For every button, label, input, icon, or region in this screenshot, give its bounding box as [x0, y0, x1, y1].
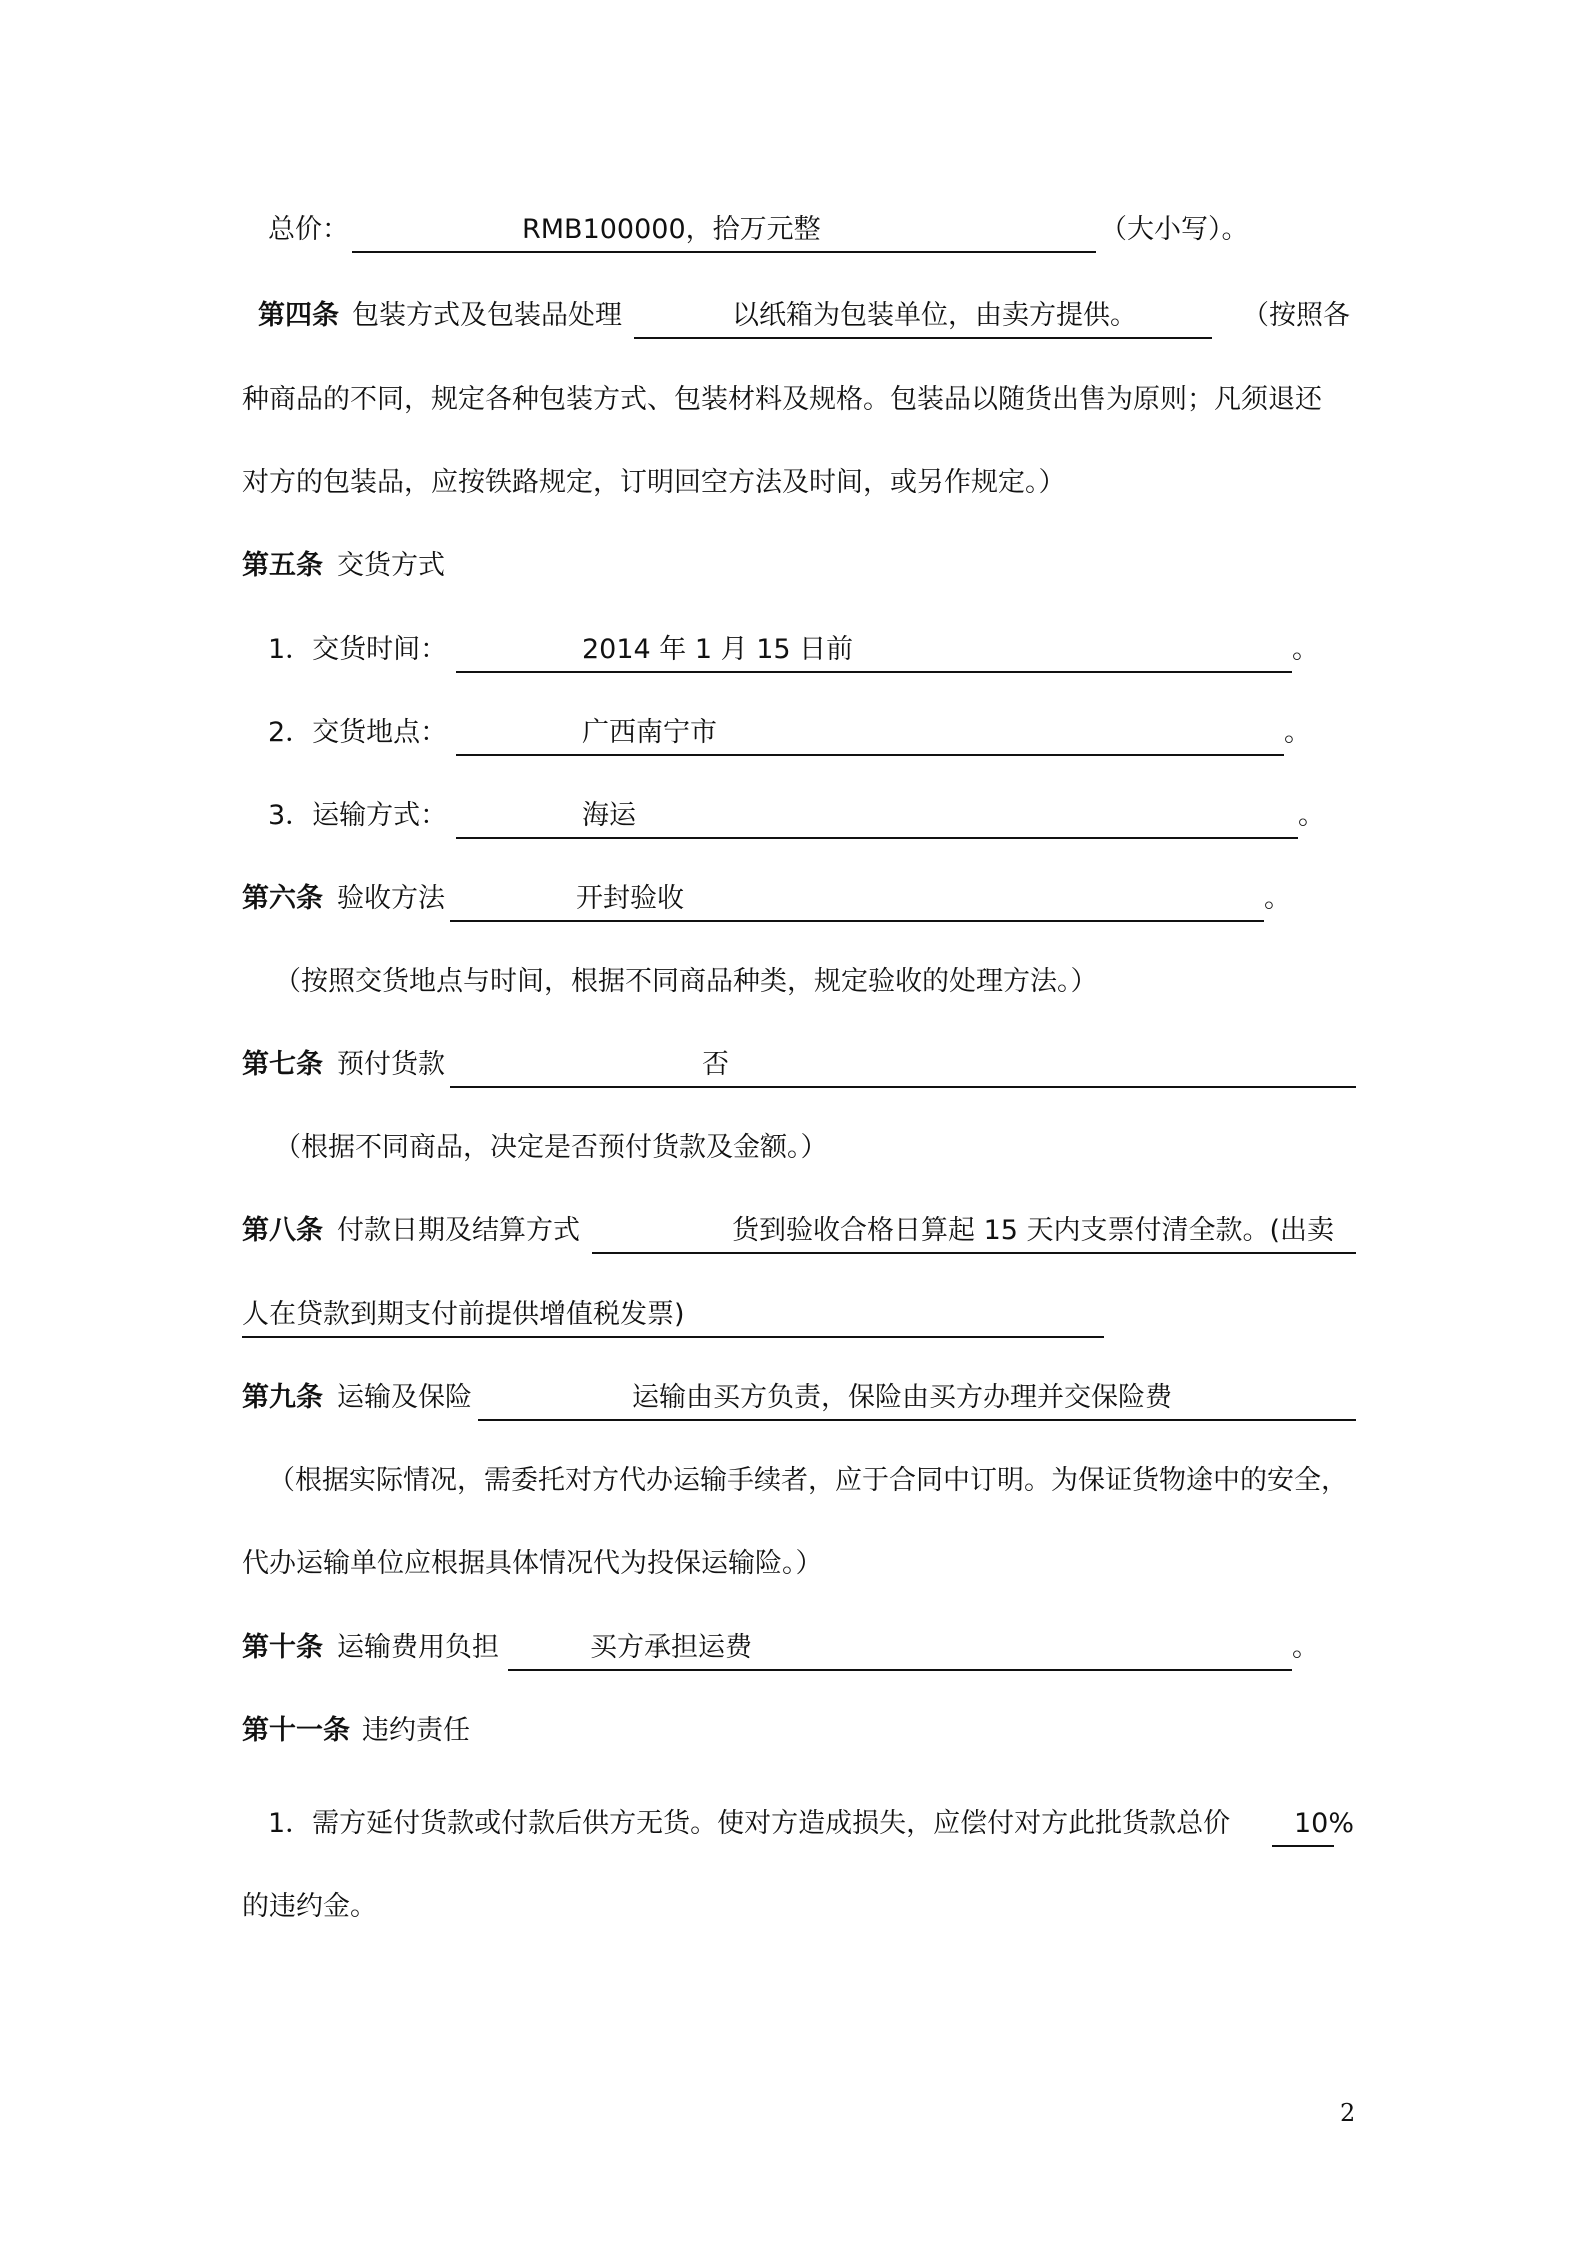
- article-10-heading: 第十条: [242, 1632, 323, 1663]
- article-7-heading: 第七条: [242, 1049, 323, 1080]
- breach-item-1-underline: [1272, 1845, 1334, 1847]
- article-4-value: 以纸箱为包装单位，由卖方提供。: [732, 300, 1137, 331]
- article-4-underline: [634, 337, 1212, 339]
- article-6-end: 。: [1264, 883, 1291, 914]
- article-4-title: 包装方式及包装品处理: [352, 300, 622, 331]
- article-8-underline-1: [592, 1252, 1356, 1254]
- article-8-title: 付款日期及结算方式: [337, 1215, 580, 1246]
- delivery-time-end: 。: [1292, 634, 1319, 665]
- article-10-end: 。: [1292, 1632, 1319, 1663]
- article-10-title: 运输费用负担: [337, 1632, 499, 1663]
- page-number: 2: [1340, 2099, 1356, 2127]
- transport-mode-underline: [456, 837, 1298, 839]
- article-7-value: 否: [702, 1049, 729, 1080]
- breach-item-1-end: 的违约金。: [242, 1891, 377, 1922]
- article-5-title: 交货方式: [337, 550, 445, 581]
- delivery-place-label: 2．交货地点：: [268, 717, 448, 748]
- article-6-note: （按照交货地点与时间，根据不同商品种类，规定验收的处理方法。）: [274, 966, 1098, 997]
- article-8-value-2: 人在贷款到期支付前提供增值税发票): [242, 1299, 685, 1330]
- article-6-heading: 第六条: [242, 883, 323, 914]
- article-9-underline: [478, 1419, 1356, 1421]
- article-6-value: 开封验收: [576, 883, 684, 914]
- article-6-underline: [450, 920, 1264, 922]
- article-7-note: （根据不同商品，决定是否预付货款及金额。）: [274, 1132, 828, 1163]
- delivery-time-label: 1．交货时间：: [268, 634, 448, 665]
- article-6-title: 验收方法: [337, 883, 445, 914]
- article-8-heading: 第八条: [242, 1215, 323, 1246]
- article-4-note-3: 对方的包装品，应按铁路规定，订明回空方法及时间，或另作规定。）: [242, 467, 1066, 498]
- article-8-underline-2: [242, 1336, 1104, 1338]
- total-price-label: 总价：: [268, 214, 349, 245]
- article-10-underline: [508, 1669, 1292, 1671]
- transport-mode-value: 海运: [582, 800, 636, 831]
- article-11-heading: 第十一条: [242, 1715, 350, 1746]
- total-price-suffix: （大小写）。: [1100, 214, 1249, 245]
- article-9-value: 运输由买方负责，保险由买方办理并交保险费: [632, 1382, 1172, 1413]
- article-10-value: 买方承担运费: [590, 1632, 752, 1663]
- total-price-value: RMB100000，拾万元整: [522, 214, 821, 245]
- article-9-title: 运输及保险: [337, 1382, 472, 1413]
- article-9-heading: 第九条: [242, 1382, 323, 1413]
- delivery-place-end: 。: [1284, 717, 1311, 748]
- article-11-title: 违约责任: [362, 1715, 470, 1746]
- article-8-value-1: 货到验收合格日算起 15 天内支票付清全款。(出卖: [732, 1215, 1335, 1246]
- article-7-underline: [450, 1086, 1356, 1088]
- total-price-underline: [352, 251, 1096, 253]
- article-9-note-1: （根据实际情况，需委托对方代办运输手续者，应于合同中订明。为保证货物途中的安全，: [268, 1465, 1348, 1496]
- breach-item-1-text: 1．需方延付货款或付款后供方无货。使对方造成损失，应偿付对方此批货款总价: [268, 1808, 1231, 1839]
- delivery-place-underline: [456, 754, 1284, 756]
- article-5-heading: 第五条: [242, 550, 323, 581]
- transport-mode-label: 3．运输方式：: [268, 800, 448, 831]
- transport-mode-end: 。: [1298, 800, 1325, 831]
- article-9-note-2: 代办运输单位应根据具体情况代为投保运输险。）: [242, 1548, 823, 1579]
- delivery-time-value: 2014 年 1 月 15 日前: [582, 634, 854, 665]
- article-4-heading: 第四条: [258, 300, 339, 331]
- article-4-note-start: （按照各: [1242, 300, 1350, 331]
- article-4-note-2: 种商品的不同，规定各种包装方式、包装材料及规格。包装品以随货出售为原则；凡须退还: [242, 384, 1322, 415]
- breach-item-1-value: 10%: [1294, 1808, 1355, 1839]
- delivery-place-value: 广西南宁市: [582, 717, 717, 748]
- delivery-time-underline: [456, 671, 1292, 673]
- article-7-title: 预付货款: [337, 1049, 445, 1080]
